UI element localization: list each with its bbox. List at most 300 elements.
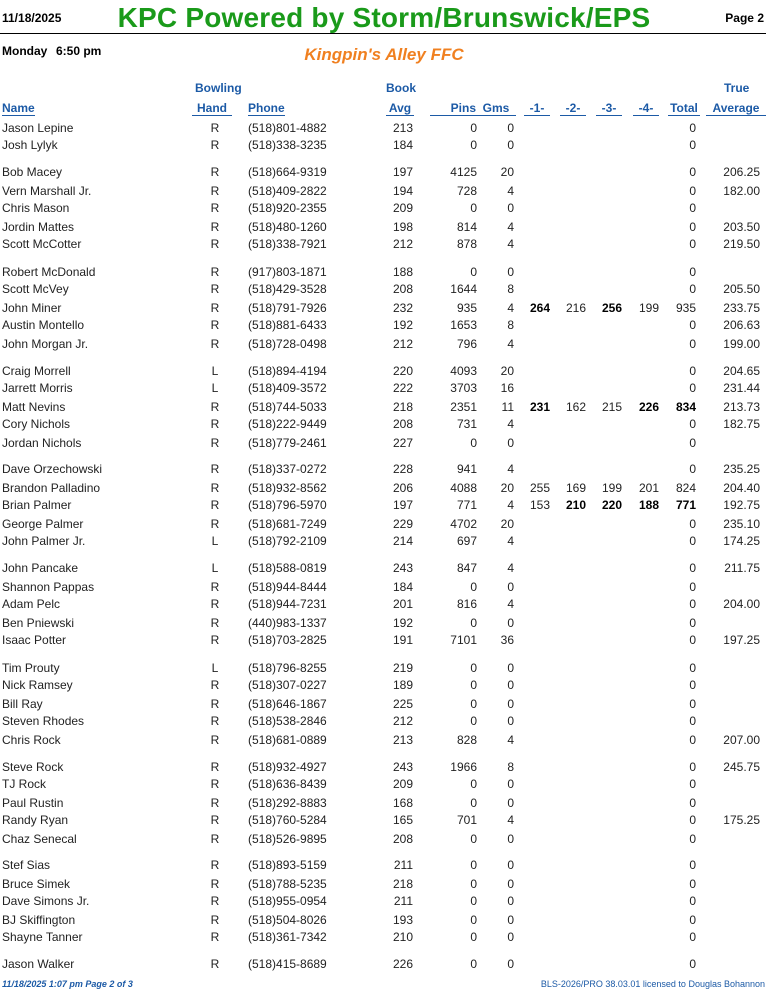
col-game-2: -2- bbox=[560, 101, 586, 116]
hand-cell: R bbox=[210, 184, 220, 198]
book-avg-cell: 209 bbox=[392, 201, 413, 215]
games-cell: 0 bbox=[507, 697, 514, 711]
hand-cell: R bbox=[210, 733, 220, 747]
col-hand: Hand bbox=[192, 101, 232, 116]
phone-cell: (518)338-7921 bbox=[248, 237, 327, 251]
phone-cell: (518)681-0889 bbox=[248, 733, 327, 747]
games-cell: 4 bbox=[507, 184, 514, 198]
pins-cell: 697 bbox=[456, 534, 477, 548]
total-cell: 0 bbox=[689, 597, 696, 611]
games-cell: 0 bbox=[507, 894, 514, 908]
phone-cell: (518)920-2355 bbox=[248, 201, 327, 215]
table-row bbox=[0, 893, 768, 909]
table-row bbox=[0, 183, 768, 199]
game-2-cell: 162 bbox=[565, 400, 586, 414]
phone-cell: (518)646-1867 bbox=[248, 697, 327, 711]
table-row bbox=[0, 399, 768, 415]
pins-cell: 935 bbox=[456, 301, 477, 315]
game-2-cell: 169 bbox=[565, 481, 586, 495]
games-cell: 4 bbox=[507, 597, 514, 611]
phone-cell: (518)292-8883 bbox=[248, 796, 327, 810]
games-cell: 4 bbox=[507, 220, 514, 234]
game-3-cell: 256 bbox=[601, 301, 622, 315]
games-cell: 0 bbox=[507, 678, 514, 692]
table-row bbox=[0, 812, 768, 828]
table-row bbox=[0, 713, 768, 729]
hand-cell: L bbox=[211, 381, 219, 395]
true-average-cell: 219.50 bbox=[723, 237, 760, 251]
table-row bbox=[0, 732, 768, 748]
book-avg-cell: 227 bbox=[392, 436, 413, 450]
games-cell: 0 bbox=[507, 957, 514, 971]
bowler-name: Scott McCotter bbox=[2, 237, 82, 251]
col-gms: Gms bbox=[476, 101, 516, 116]
bowler-name: Bruce Simek bbox=[2, 877, 71, 891]
pins-cell: 0 bbox=[470, 121, 477, 135]
bowler-name: John Miner bbox=[2, 301, 62, 315]
bowler-name: Cory Nichols bbox=[2, 417, 71, 431]
game-1-cell: 231 bbox=[529, 400, 550, 414]
pins-cell: 4702 bbox=[450, 517, 477, 531]
table-row bbox=[0, 363, 768, 379]
col-total: Total bbox=[668, 101, 700, 116]
table-row bbox=[0, 317, 768, 333]
bowler-name: George Palmer bbox=[2, 517, 84, 531]
games-cell: 20 bbox=[500, 165, 514, 179]
bowler-name: Chris Rock bbox=[2, 733, 61, 747]
pins-cell: 0 bbox=[470, 678, 477, 692]
phone-cell: (518)415-8689 bbox=[248, 957, 327, 971]
table-row bbox=[0, 579, 768, 595]
table-row bbox=[0, 435, 768, 451]
book-avg-cell: 222 bbox=[392, 381, 413, 395]
total-cell: 0 bbox=[689, 930, 696, 944]
games-cell: 0 bbox=[507, 616, 514, 630]
phone-cell: (518)409-2822 bbox=[248, 184, 327, 198]
game-1-cell: 255 bbox=[529, 481, 550, 495]
games-cell: 4 bbox=[507, 462, 514, 476]
true-average-cell: 207.00 bbox=[723, 733, 760, 747]
table-row bbox=[0, 831, 768, 847]
phone-cell: (518)944-8444 bbox=[248, 580, 327, 594]
bowler-name: Chris Mason bbox=[2, 201, 70, 215]
total-cell: 0 bbox=[689, 265, 696, 279]
pins-cell: 0 bbox=[470, 777, 477, 791]
total-cell: 0 bbox=[689, 121, 696, 135]
col-phone: Phone bbox=[248, 101, 285, 115]
bowler-name: Dave Simons Jr. bbox=[2, 894, 90, 908]
book-avg-cell: 214 bbox=[392, 534, 413, 548]
book-avg-cell: 213 bbox=[392, 121, 413, 135]
hand-cell: R bbox=[210, 580, 220, 594]
hand-cell: R bbox=[210, 913, 220, 927]
total-cell: 0 bbox=[689, 184, 696, 198]
table-row bbox=[0, 281, 768, 297]
pins-cell: 0 bbox=[470, 930, 477, 944]
table-row bbox=[0, 615, 768, 631]
bowler-name: Scott McVey bbox=[2, 282, 69, 296]
phone-cell: (518)744-5033 bbox=[248, 400, 327, 414]
hand-cell: R bbox=[210, 121, 220, 135]
pins-cell: 0 bbox=[470, 436, 477, 450]
table-row bbox=[0, 677, 768, 693]
total-cell: 0 bbox=[689, 894, 696, 908]
true-average-cell: 192.75 bbox=[723, 498, 760, 512]
true-average-cell: 204.40 bbox=[723, 481, 760, 495]
pins-cell: 0 bbox=[470, 697, 477, 711]
col-true-top: True bbox=[724, 81, 750, 95]
pins-cell: 847 bbox=[456, 561, 477, 575]
hand-cell: R bbox=[210, 462, 220, 476]
bowler-name: Josh Lylyk bbox=[2, 138, 58, 152]
total-cell: 0 bbox=[689, 417, 696, 431]
hand-cell: R bbox=[210, 760, 220, 774]
true-average-cell: 206.25 bbox=[723, 165, 760, 179]
true-average-cell: 245.75 bbox=[723, 760, 760, 774]
game-2-cell: 216 bbox=[565, 301, 586, 315]
book-avg-cell: 212 bbox=[392, 714, 413, 728]
book-avg-cell: 243 bbox=[392, 561, 413, 575]
table-row bbox=[0, 336, 768, 352]
phone-cell: (518)538-2846 bbox=[248, 714, 327, 728]
phone-cell: (440)983-1337 bbox=[248, 616, 327, 630]
true-average-cell: 231.44 bbox=[723, 381, 760, 395]
bowler-name: Stef Sias bbox=[2, 858, 51, 872]
total-cell: 0 bbox=[689, 318, 696, 332]
bowler-name: Steven Rhodes bbox=[2, 714, 85, 728]
games-cell: 4 bbox=[507, 813, 514, 827]
true-average-cell: 174.25 bbox=[723, 534, 760, 548]
true-average-cell: 235.10 bbox=[723, 517, 760, 531]
league-name: Kingpin's Alley FFC bbox=[304, 45, 464, 64]
games-cell: 4 bbox=[507, 417, 514, 431]
book-avg-cell: 243 bbox=[392, 760, 413, 774]
games-cell: 8 bbox=[507, 318, 514, 332]
book-avg-cell: 211 bbox=[393, 894, 413, 908]
total-cell: 0 bbox=[689, 813, 696, 827]
table-row bbox=[0, 776, 768, 792]
games-cell: 0 bbox=[507, 121, 514, 135]
true-average-cell: 203.50 bbox=[723, 220, 760, 234]
games-cell: 36 bbox=[500, 633, 514, 647]
pins-cell: 0 bbox=[470, 714, 477, 728]
hand-cell: R bbox=[210, 877, 220, 891]
games-cell: 4 bbox=[507, 301, 514, 315]
table-row bbox=[0, 759, 768, 775]
page-number: Page 2 bbox=[725, 11, 764, 25]
pins-cell: 701 bbox=[456, 813, 477, 827]
total-cell: 0 bbox=[689, 697, 696, 711]
book-avg-cell: 212 bbox=[392, 237, 413, 251]
total-cell: 0 bbox=[689, 561, 696, 575]
hand-cell: R bbox=[210, 517, 220, 531]
phone-cell: (518)338-3235 bbox=[248, 138, 327, 152]
games-cell: 4 bbox=[507, 733, 514, 747]
pins-cell: 0 bbox=[470, 894, 477, 908]
pins-cell: 0 bbox=[470, 616, 477, 630]
bowler-name: Shannon Pappas bbox=[2, 580, 95, 594]
bowler-name: Vern Marshall Jr. bbox=[2, 184, 92, 198]
pins-cell: 1966 bbox=[450, 760, 477, 774]
book-avg-cell: 226 bbox=[392, 957, 413, 971]
table-row bbox=[0, 120, 768, 136]
true-average-cell: 175.25 bbox=[723, 813, 760, 827]
table-row bbox=[0, 416, 768, 432]
total-cell: 0 bbox=[689, 165, 696, 179]
table-row bbox=[0, 300, 768, 316]
games-cell: 4 bbox=[507, 237, 514, 251]
table-row bbox=[0, 516, 768, 532]
total-cell: 0 bbox=[689, 364, 696, 378]
pins-cell: 816 bbox=[456, 597, 477, 611]
hand-cell: R bbox=[210, 318, 220, 332]
true-average-cell: 205.50 bbox=[723, 282, 760, 296]
pins-cell: 814 bbox=[456, 220, 477, 234]
hand-cell: R bbox=[210, 714, 220, 728]
table-row bbox=[0, 164, 768, 180]
col-name: Name bbox=[2, 101, 35, 115]
hand-cell: R bbox=[210, 417, 220, 431]
game-3-cell: 199 bbox=[601, 481, 622, 495]
games-cell: 0 bbox=[507, 580, 514, 594]
book-avg-cell: 192 bbox=[392, 318, 413, 332]
total-cell: 0 bbox=[689, 832, 696, 846]
hand-cell: R bbox=[210, 813, 220, 827]
game-4-cell: 201 bbox=[638, 481, 659, 495]
bowler-name: Randy Ryan bbox=[2, 813, 69, 827]
table-row bbox=[0, 696, 768, 712]
true-average-cell: 182.75 bbox=[723, 417, 760, 431]
table-row bbox=[0, 264, 768, 280]
book-avg-cell: 184 bbox=[392, 580, 413, 594]
game-2-cell: 210 bbox=[565, 498, 586, 512]
phone-cell: (518)429-3528 bbox=[248, 282, 327, 296]
hand-cell: R bbox=[210, 220, 220, 234]
table-row bbox=[0, 632, 768, 648]
hand-cell: L bbox=[211, 661, 219, 675]
bowler-name: Jarrett Morris bbox=[2, 381, 73, 395]
total-cell: 0 bbox=[689, 877, 696, 891]
total-cell: 0 bbox=[689, 282, 696, 296]
hand-cell: R bbox=[210, 282, 220, 296]
col-avg: Avg bbox=[386, 101, 414, 116]
table-row bbox=[0, 660, 768, 676]
table-row bbox=[0, 236, 768, 252]
total-cell: 0 bbox=[689, 237, 696, 251]
pins-cell: 7101 bbox=[450, 633, 477, 647]
pins-cell: 728 bbox=[456, 184, 477, 198]
hand-cell: R bbox=[210, 616, 220, 630]
phone-cell: (518)779-2461 bbox=[248, 436, 327, 450]
bowler-name: Isaac Potter bbox=[2, 633, 67, 647]
games-cell: 20 bbox=[500, 517, 514, 531]
hand-cell: R bbox=[210, 301, 220, 315]
col-game-1: -1- bbox=[524, 101, 550, 116]
book-avg-cell: 218 bbox=[392, 877, 413, 891]
book-avg-cell: 210 bbox=[392, 930, 413, 944]
hand-cell: L bbox=[211, 561, 219, 575]
bowler-name: Craig Morrell bbox=[2, 364, 71, 378]
book-avg-cell: 232 bbox=[392, 301, 413, 315]
total-cell: 0 bbox=[689, 858, 696, 872]
phone-cell: (917)803-1871 bbox=[248, 265, 327, 279]
pins-cell: 0 bbox=[470, 580, 477, 594]
book-avg-cell: 193 bbox=[392, 913, 413, 927]
phone-cell: (518)796-8255 bbox=[248, 661, 327, 675]
phone-cell: (518)944-7231 bbox=[248, 597, 327, 611]
table-row bbox=[0, 912, 768, 928]
pins-cell: 0 bbox=[470, 661, 477, 675]
pins-cell: 0 bbox=[470, 265, 477, 279]
pins-cell: 0 bbox=[470, 877, 477, 891]
pins-cell: 796 bbox=[456, 337, 477, 351]
hand-cell: R bbox=[210, 265, 220, 279]
book-avg-cell: 198 bbox=[392, 220, 413, 234]
bowler-name: Brandon Palladino bbox=[2, 481, 101, 495]
pins-cell: 0 bbox=[470, 913, 477, 927]
games-cell: 0 bbox=[507, 201, 514, 215]
table-row bbox=[0, 219, 768, 235]
bowler-name: Jordin Mattes bbox=[2, 220, 75, 234]
book-avg-cell: 219 bbox=[392, 661, 413, 675]
hand-cell: R bbox=[210, 678, 220, 692]
pins-cell: 0 bbox=[470, 832, 477, 846]
book-avg-cell: 188 bbox=[392, 265, 413, 279]
hand-cell: R bbox=[210, 777, 220, 791]
book-avg-cell: 206 bbox=[392, 481, 413, 495]
book-avg-cell: 213 bbox=[392, 733, 413, 747]
bowler-name: Bob Macey bbox=[2, 165, 63, 179]
table-row bbox=[0, 200, 768, 216]
pins-cell: 0 bbox=[470, 957, 477, 971]
bowler-name: Tim Prouty bbox=[2, 661, 60, 675]
table-row bbox=[0, 480, 768, 496]
book-avg-cell: 184 bbox=[392, 138, 413, 152]
book-avg-cell: 209 bbox=[392, 777, 413, 791]
games-cell: 8 bbox=[507, 282, 514, 296]
hand-cell: R bbox=[210, 498, 220, 512]
total-cell: 771 bbox=[675, 498, 696, 512]
total-cell: 0 bbox=[689, 733, 696, 747]
phone-cell: (518)881-6433 bbox=[248, 318, 327, 332]
hand-cell: R bbox=[210, 138, 220, 152]
games-cell: 0 bbox=[507, 913, 514, 927]
col-hand-top: Bowling bbox=[195, 81, 242, 95]
bowler-name: Nick Ramsey bbox=[2, 678, 73, 692]
pins-cell: 878 bbox=[456, 237, 477, 251]
phone-cell: (518)703-2825 bbox=[248, 633, 327, 647]
games-cell: 20 bbox=[500, 481, 514, 495]
hand-cell: R bbox=[210, 957, 220, 971]
true-average-cell: 206.63 bbox=[723, 318, 760, 332]
phone-cell: (518)526-9895 bbox=[248, 832, 327, 846]
pins-cell: 4125 bbox=[450, 165, 477, 179]
table-row bbox=[0, 380, 768, 396]
table-row bbox=[0, 956, 768, 972]
bowler-name: Jordan Nichols bbox=[2, 436, 82, 450]
games-cell: 0 bbox=[507, 436, 514, 450]
true-average-cell: 233.75 bbox=[723, 301, 760, 315]
col-pins: Pins bbox=[430, 101, 476, 116]
book-avg-cell: 208 bbox=[392, 832, 413, 846]
phone-cell: (518)955-0954 bbox=[248, 894, 327, 908]
pins-cell: 4093 bbox=[450, 364, 477, 378]
bowler-name: John Morgan Jr. bbox=[2, 337, 89, 351]
book-avg-cell: 220 bbox=[392, 364, 413, 378]
games-cell: 0 bbox=[507, 714, 514, 728]
hand-cell: R bbox=[210, 201, 220, 215]
phone-cell: (518)796-5970 bbox=[248, 498, 327, 512]
table-row bbox=[0, 137, 768, 153]
book-avg-cell: 197 bbox=[392, 165, 413, 179]
table-row bbox=[0, 795, 768, 811]
table-row bbox=[0, 497, 768, 513]
total-cell: 0 bbox=[689, 913, 696, 927]
book-avg-cell: 218 bbox=[392, 400, 413, 414]
pins-cell: 3703 bbox=[450, 381, 477, 395]
true-average-cell: 204.65 bbox=[723, 364, 760, 378]
total-cell: 834 bbox=[675, 400, 696, 414]
footer-print-info: 11/18/2025 1:07 pm Page 2 of 3 bbox=[2, 979, 133, 989]
bowler-name: Bill Ray bbox=[2, 697, 43, 711]
phone-cell: (518)760-5284 bbox=[248, 813, 327, 827]
total-cell: 0 bbox=[689, 201, 696, 215]
phone-cell: (518)664-9319 bbox=[248, 165, 327, 179]
phone-cell: (518)788-5235 bbox=[248, 877, 327, 891]
hand-cell: R bbox=[210, 858, 220, 872]
games-cell: 0 bbox=[507, 832, 514, 846]
book-avg-cell: 212 bbox=[392, 337, 413, 351]
phone-cell: (518)681-7249 bbox=[248, 517, 327, 531]
games-cell: 0 bbox=[507, 138, 514, 152]
hand-cell: R bbox=[210, 597, 220, 611]
games-cell: 20 bbox=[500, 364, 514, 378]
phone-cell: (518)504-8026 bbox=[248, 913, 327, 927]
games-cell: 0 bbox=[507, 265, 514, 279]
table-row bbox=[0, 929, 768, 945]
hand-cell: L bbox=[211, 534, 219, 548]
games-cell: 0 bbox=[507, 930, 514, 944]
phone-cell: (518)222-9449 bbox=[248, 417, 327, 431]
total-cell: 0 bbox=[689, 633, 696, 647]
pins-cell: 771 bbox=[456, 498, 477, 512]
true-average-cell: 197.25 bbox=[723, 633, 760, 647]
pins-cell: 1644 bbox=[450, 282, 477, 296]
total-cell: 0 bbox=[689, 534, 696, 548]
pins-cell: 828 bbox=[456, 733, 477, 747]
bowler-name: Matt Nevins bbox=[2, 400, 66, 414]
total-cell: 935 bbox=[675, 301, 696, 315]
hand-cell: R bbox=[210, 930, 220, 944]
phone-cell: (518)932-8562 bbox=[248, 481, 327, 495]
league-day: Monday bbox=[2, 44, 48, 58]
bowler-name: Paul Rustin bbox=[2, 796, 64, 810]
total-cell: 0 bbox=[689, 616, 696, 630]
game-3-cell: 215 bbox=[601, 400, 622, 414]
book-avg-cell: 229 bbox=[392, 517, 413, 531]
phone-cell: (518)337-0272 bbox=[248, 462, 327, 476]
total-cell: 0 bbox=[689, 517, 696, 531]
game-4-cell: 226 bbox=[638, 400, 659, 414]
games-cell: 0 bbox=[507, 796, 514, 810]
hand-cell: R bbox=[210, 481, 220, 495]
total-cell: 0 bbox=[689, 220, 696, 234]
hand-cell: R bbox=[210, 796, 220, 810]
bowler-name: Ben Pniewski bbox=[2, 616, 75, 630]
total-cell: 0 bbox=[689, 957, 696, 971]
phone-cell: (518)792-2109 bbox=[248, 534, 327, 548]
bowler-name: Jason Lepine bbox=[2, 121, 74, 135]
